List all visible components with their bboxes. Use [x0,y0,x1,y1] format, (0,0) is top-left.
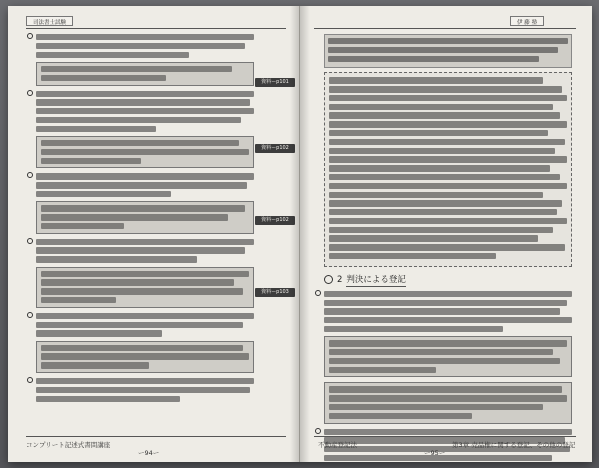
left-header-tab: 司法書士試験 [26,16,73,26]
paragraph [36,34,254,58]
section-heading [324,273,572,287]
section-title: 判決による登記 [346,274,406,285]
right-header-tab: 伊 藤 塾 [510,16,544,26]
item-number-marker [27,33,33,39]
reference-badge: 資料ーp102 [255,144,295,153]
note-box [36,62,254,86]
note-box [36,341,254,373]
reference-badge: 資料ーp101 [255,78,295,87]
note-box [36,267,254,308]
right-footer-left: 不動産登記法 [318,441,357,449]
paragraph [36,239,254,263]
left-page [8,6,300,462]
left-footer-rule [26,436,286,437]
paragraph [324,291,572,333]
section-number-circle [324,275,333,284]
paragraph [36,378,254,402]
paragraph [36,173,254,197]
right-header-rule [314,28,576,29]
right-footer-rule [314,436,576,437]
item-number-marker [27,377,33,383]
item-number-marker [27,238,33,244]
section-number: 2 [337,274,343,285]
book-gutter [290,6,310,462]
paragraph [36,91,254,133]
paragraph [36,313,254,337]
right-footer-right: 第3章 売品権に関する登記、その他の登記 [452,441,576,449]
left-page-body [36,34,254,406]
item-number-marker [27,90,33,96]
open-book [8,6,592,462]
left-footer-title: コンプリート記述式書問講座 [26,441,111,449]
point-box [324,72,572,266]
item-number-marker [315,290,321,296]
note-box [324,336,572,377]
right-page-body [324,34,572,462]
note-box [36,201,254,233]
item-number-marker [27,172,33,178]
reference-badge: 資料ーp102 [255,216,295,225]
item-number-marker [27,312,33,318]
item-number-marker [315,428,321,434]
reference-badge: 資料ーp103 [255,288,295,297]
note-box [36,136,254,168]
right-page [300,6,592,462]
left-page-number: ー94ー [138,449,160,457]
note-box [324,382,572,423]
right-page-number: ー95ー [424,449,446,457]
left-header-rule [26,28,286,29]
shaded-note [324,34,572,68]
